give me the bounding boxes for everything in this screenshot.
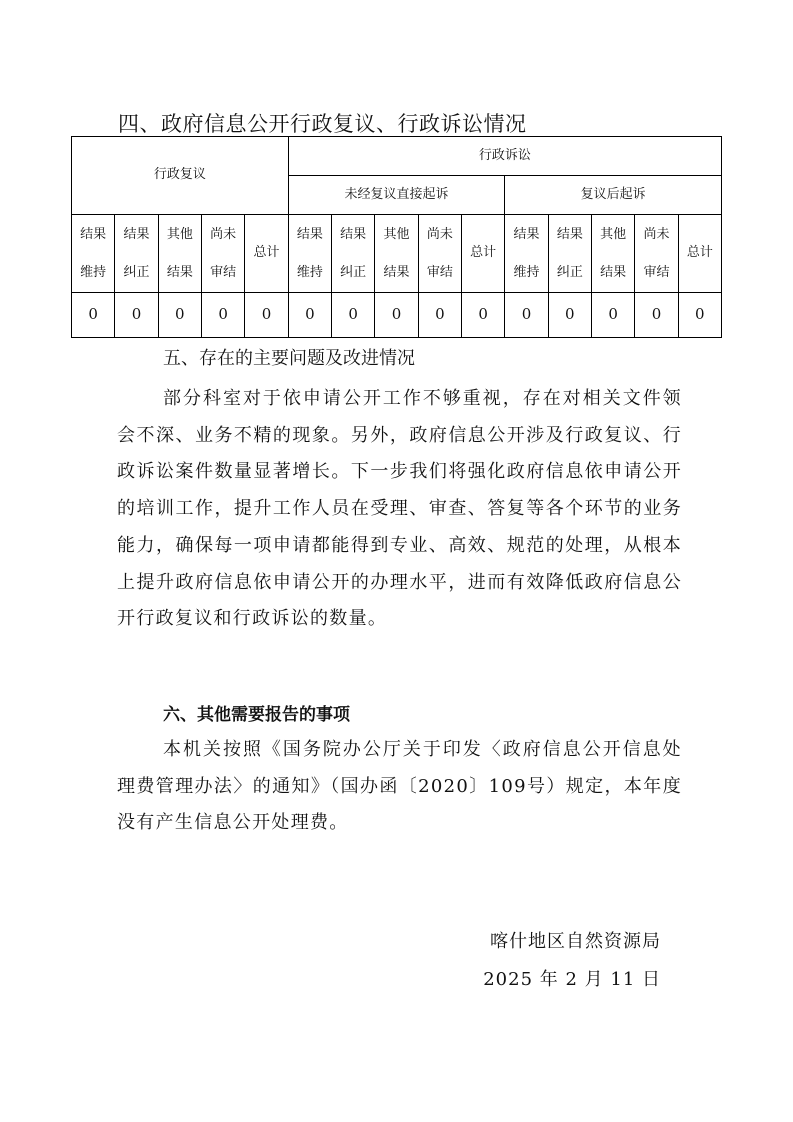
direct-other-value: 0 — [375, 293, 418, 338]
section5-title: 五、存在的主要问题及改进情况 — [163, 348, 415, 369]
review-col-other: 其他 结果 — [158, 215, 201, 293]
review-total-value: 0 — [245, 293, 288, 338]
after-col-corrected: 结果 纠正 — [548, 215, 591, 293]
table-row — [72, 293, 722, 338]
direct-col-upheld: 结果 维持 — [288, 215, 331, 293]
after-pending-value: 0 — [635, 293, 678, 338]
after-total-value: 0 — [678, 293, 721, 338]
section6-title: 六、其他需要报告的事项 — [163, 705, 350, 725]
after-corrected-value: 0 — [548, 293, 591, 338]
review-pending-value: 0 — [201, 293, 244, 338]
review-col-upheld: 结果 维持 — [72, 215, 115, 293]
after-upheld-value: 0 — [505, 293, 548, 338]
after-col-total: 总计 — [678, 215, 721, 293]
review-header: 行政复议 — [72, 137, 289, 215]
after-col-other: 其他 结果 — [591, 215, 634, 293]
review-col-total: 总计 — [245, 215, 288, 293]
section5-paragraph: 部分科室对于依申请公开工作不够重视，存在对相关文件领会不深、业务不精的现象。另外，政府信息公开涉及行政复议、行政诉讼案件数量显著增长。下一步我们将强化政府信息依申请公开的培训工作，提升工作人员在受理、审查、答复等各个环节的业务能力，确保每一项申请都能得到专业、高效、规范的处理，从根本上提升政府信息依申请公开的办理水平，进而有效降低政府信息公开行政复议和行政诉讼的数量。 — [117, 388, 682, 630]
direct-col-corrected: 结果 纠正 — [332, 215, 375, 293]
after-other-value: 0 — [591, 293, 634, 338]
review-col-corrected: 结果 纠正 — [115, 215, 158, 293]
review-other-value: 0 — [158, 293, 201, 338]
direct-col-pending: 尚未 审结 — [418, 215, 461, 293]
review-corrected-value: 0 — [115, 293, 158, 338]
direct-suit-header: 未经复议直接起诉 — [288, 176, 505, 215]
review-upheld-value: 0 — [72, 293, 115, 338]
review-col-pending: 尚未 审结 — [201, 215, 244, 293]
direct-col-total: 总计 — [462, 215, 505, 293]
direct-corrected-value: 0 — [332, 293, 375, 338]
direct-total-value: 0 — [462, 293, 505, 338]
review-litigation-table — [71, 136, 722, 338]
direct-pending-value: 0 — [418, 293, 461, 338]
after-review-header: 复议后起诉 — [505, 176, 722, 215]
after-col-pending: 尚未 审结 — [635, 215, 678, 293]
section4-title: 四、政府信息公开行政复议、行政诉讼情况 — [118, 112, 527, 136]
signature-organization: 喀什地区自然资源局 — [490, 931, 661, 952]
signature-date: 2025 年 2 月 11 日 — [483, 969, 661, 990]
after-col-upheld: 结果 维持 — [505, 215, 548, 293]
litigation-header: 行政诉讼 — [288, 137, 721, 176]
direct-upheld-value: 0 — [288, 293, 331, 338]
direct-col-other: 其他 结果 — [375, 215, 418, 293]
section6-paragraph: 本机关按照《国务院办公厅关于印发〈政府信息公开信息处理费管理办法〉的通知》（国办函〔2020〕109号）规定，本年度没有产生信息公开处理费。 — [117, 739, 682, 834]
